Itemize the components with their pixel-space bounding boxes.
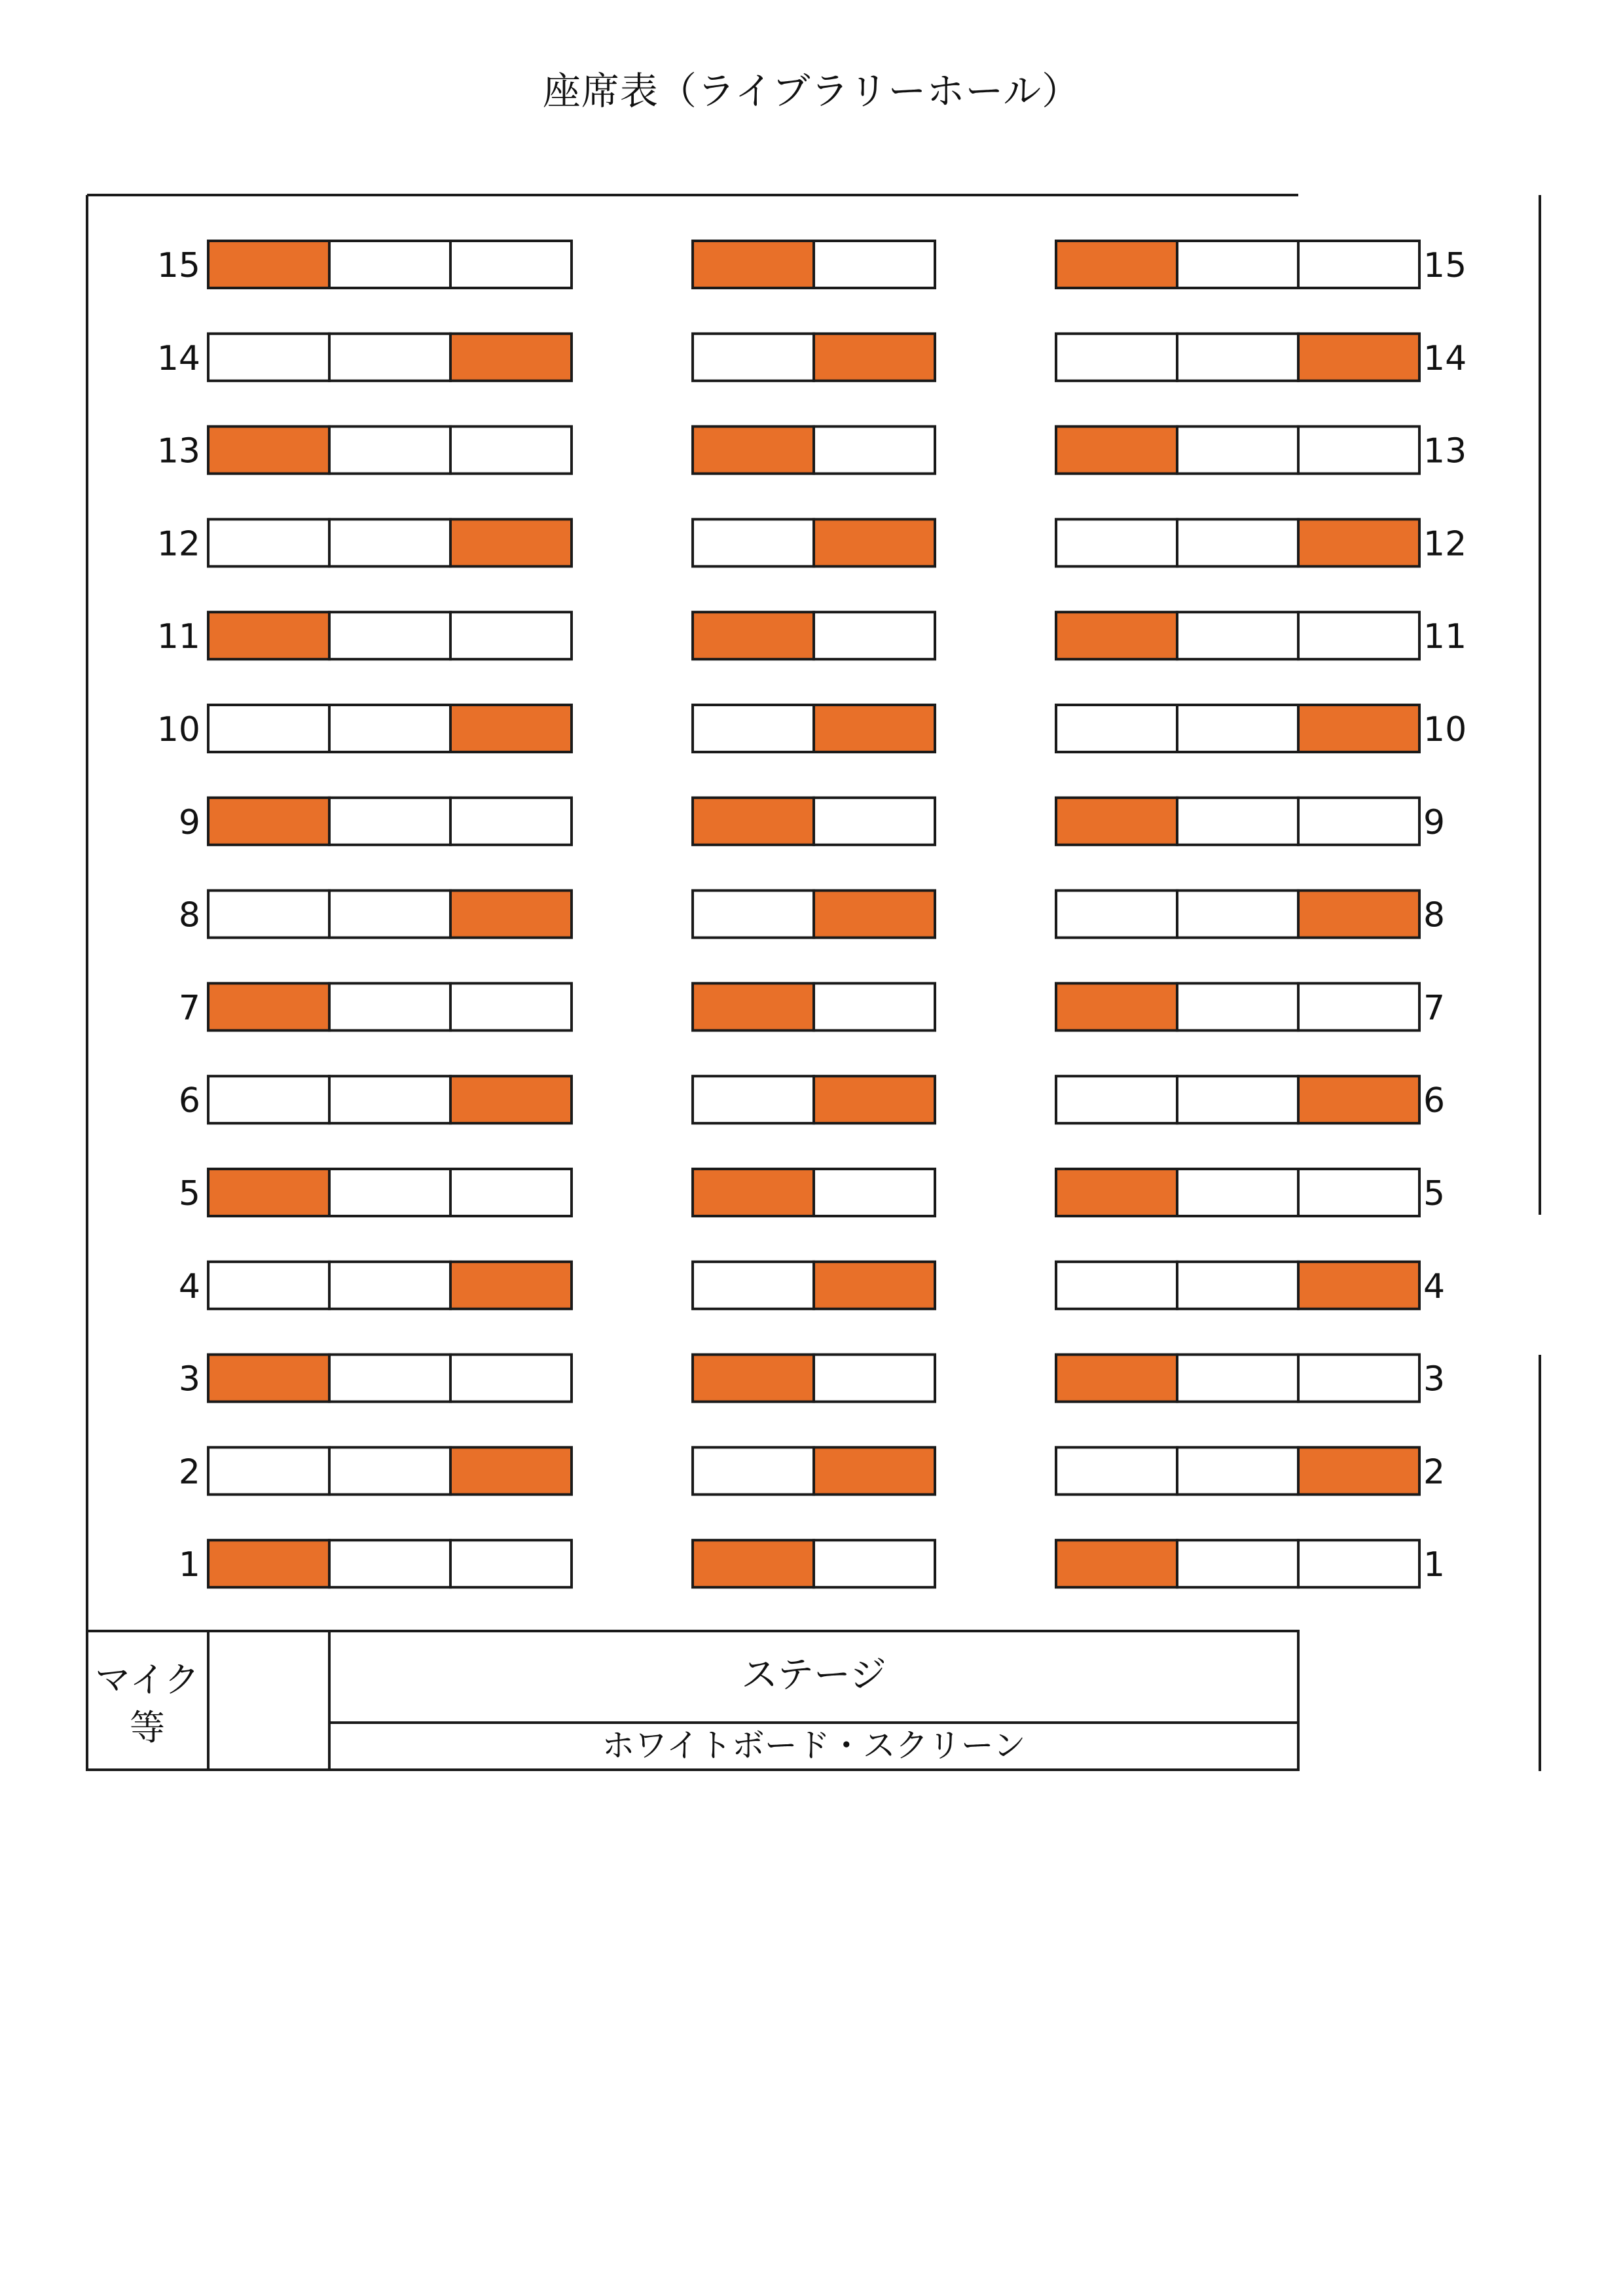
seat-row-7-left-2 bbox=[329, 983, 450, 1030]
seat-row-5-center-2 bbox=[814, 1169, 935, 1216]
seat-row-7-left-1 bbox=[208, 983, 329, 1030]
seat-row-14-left-3 bbox=[450, 334, 572, 381]
seat-row-4-right-1 bbox=[1056, 1262, 1177, 1309]
row-label-right: 15 bbox=[1423, 246, 1467, 285]
seat-row-6-left-2 bbox=[329, 1076, 450, 1123]
seat-row-5-right-1 bbox=[1056, 1169, 1177, 1216]
stage-area bbox=[87, 1631, 1298, 1770]
seat-row-5-right-3 bbox=[1298, 1169, 1419, 1216]
seat-row-3-center-2 bbox=[814, 1355, 935, 1402]
seat-row-1-left-1 bbox=[208, 1540, 329, 1587]
seat-row-9-center-1 bbox=[693, 798, 814, 845]
seat-row-2-right-3 bbox=[1298, 1447, 1419, 1494]
seat-row-6-right-1 bbox=[1056, 1076, 1177, 1123]
seat-row-10-left-1 bbox=[208, 705, 329, 752]
seat-row-7-center-2 bbox=[814, 983, 935, 1030]
seat-row-10-center-2 bbox=[814, 705, 935, 752]
row-label-right: 11 bbox=[1423, 617, 1467, 657]
seat-row-11-center-1 bbox=[693, 612, 814, 659]
seat-row-2-center-2 bbox=[814, 1447, 935, 1494]
seat-row-4-left-2 bbox=[329, 1262, 450, 1309]
seat-row-11-center-2 bbox=[814, 612, 935, 659]
seat-row-15-center-1 bbox=[693, 241, 814, 288]
seat-row-4-center-1 bbox=[693, 1262, 814, 1309]
seat-row-9-left-1 bbox=[208, 798, 329, 845]
seat-row-3-left-2 bbox=[329, 1355, 450, 1402]
seat-row-12-left-3 bbox=[450, 519, 572, 566]
row-label-right: 1 bbox=[1423, 1545, 1446, 1585]
seat-row-5-left-2 bbox=[329, 1169, 450, 1216]
row-label-right: 14 bbox=[1423, 338, 1467, 378]
row-label-left: 6 bbox=[178, 1081, 200, 1121]
seat-row-10-center-1 bbox=[693, 705, 814, 752]
seat-row-13-center-2 bbox=[814, 427, 935, 474]
seat-row-11-right-1 bbox=[1056, 612, 1177, 659]
seat-row-13-left-3 bbox=[450, 427, 572, 474]
row-label-right: 12 bbox=[1423, 524, 1467, 564]
row-label-left: 9 bbox=[178, 802, 200, 842]
seat-row-3-left-1 bbox=[208, 1355, 329, 1402]
seat-row-6-right-2 bbox=[1177, 1076, 1298, 1123]
seat-row-11-right-3 bbox=[1298, 612, 1419, 659]
seat-row-4-right-2 bbox=[1177, 1262, 1298, 1309]
seat-row-15-left-1 bbox=[208, 241, 329, 288]
seat-row-2-left-1 bbox=[208, 1447, 329, 1494]
seat-row-2-center-1 bbox=[693, 1447, 814, 1494]
row-label-left: 11 bbox=[156, 617, 200, 657]
seat-row-3-center-1 bbox=[693, 1355, 814, 1402]
seat-row-12-left-2 bbox=[329, 519, 450, 566]
seat-row-4-right-3 bbox=[1298, 1262, 1419, 1309]
seat-row-7-left-3 bbox=[450, 983, 572, 1030]
row-label-left: 3 bbox=[178, 1359, 200, 1399]
seat-row-15-left-2 bbox=[329, 241, 450, 288]
seat-row-1-right-1 bbox=[1056, 1540, 1177, 1587]
mic-label: マイク bbox=[95, 1659, 200, 1700]
seat-row-1-left-2 bbox=[329, 1540, 450, 1587]
seat-row-6-left-3 bbox=[450, 1076, 572, 1123]
seat-row-7-center-1 bbox=[693, 983, 814, 1030]
row-label-right: 3 bbox=[1423, 1359, 1446, 1399]
seat-row-13-left-2 bbox=[329, 427, 450, 474]
seat-row-11-right-2 bbox=[1177, 612, 1298, 659]
seat-row-5-center-1 bbox=[693, 1169, 814, 1216]
seat-row-12-right-1 bbox=[1056, 519, 1177, 566]
seat-row-6-left-1 bbox=[208, 1076, 329, 1123]
seat-row-4-center-2 bbox=[814, 1262, 935, 1309]
seat-row-10-right-2 bbox=[1177, 705, 1298, 752]
seat-row-2-right-2 bbox=[1177, 1447, 1298, 1494]
mic-box bbox=[87, 1631, 208, 1770]
seat-row-8-right-2 bbox=[1177, 891, 1298, 938]
seat-row-12-center-2 bbox=[814, 519, 935, 566]
seat-row-8-left-2 bbox=[329, 891, 450, 938]
seat-row-8-right-1 bbox=[1056, 891, 1177, 938]
seat-row-13-right-1 bbox=[1056, 427, 1177, 474]
seat-row-6-center-1 bbox=[693, 1076, 814, 1123]
seat-row-1-center-2 bbox=[814, 1540, 935, 1587]
seat-row-2-left-2 bbox=[329, 1447, 450, 1494]
seat-row-7-right-1 bbox=[1056, 983, 1177, 1030]
seat-row-10-right-3 bbox=[1298, 705, 1419, 752]
seat-row-15-right-2 bbox=[1177, 241, 1298, 288]
aisle-box bbox=[208, 1631, 329, 1770]
row-label-left: 4 bbox=[178, 1266, 200, 1306]
row-label-left: 15 bbox=[156, 246, 200, 285]
row-label-right: 8 bbox=[1423, 895, 1446, 935]
row-label-right: 2 bbox=[1423, 1452, 1446, 1492]
screen-label: ホワイトボード・スクリーン bbox=[602, 1727, 1026, 1765]
seat-row-10-left-2 bbox=[329, 705, 450, 752]
mic-label-2: 等 bbox=[130, 1707, 165, 1748]
seat-row-13-right-2 bbox=[1177, 427, 1298, 474]
seat-row-9-right-2 bbox=[1177, 798, 1298, 845]
seat-row-3-right-1 bbox=[1056, 1355, 1177, 1402]
row-label-left: 5 bbox=[178, 1174, 200, 1213]
seat-row-1-left-3 bbox=[450, 1540, 572, 1587]
seat-row-15-right-1 bbox=[1056, 241, 1177, 288]
seat-row-14-right-3 bbox=[1298, 334, 1419, 381]
row-label-right: 10 bbox=[1423, 710, 1467, 749]
row-label-left: 13 bbox=[156, 431, 200, 471]
seat-row-14-left-2 bbox=[329, 334, 450, 381]
row-label-left: 7 bbox=[178, 988, 200, 1028]
seat-row-1-right-3 bbox=[1298, 1540, 1419, 1587]
seat-row-3-left-3 bbox=[450, 1355, 572, 1402]
seat-row-12-right-2 bbox=[1177, 519, 1298, 566]
row-label-right: 9 bbox=[1423, 802, 1446, 842]
row-label-right: 5 bbox=[1423, 1174, 1446, 1213]
seat-row-14-right-2 bbox=[1177, 334, 1298, 381]
seat-row-9-right-1 bbox=[1056, 798, 1177, 845]
page-title: 座席表（ライブラリーホール） bbox=[542, 69, 1081, 113]
row-label-left: 2 bbox=[178, 1452, 200, 1492]
seat-row-14-left-1 bbox=[208, 334, 329, 381]
seat-row-15-center-2 bbox=[814, 241, 935, 288]
stage-label: ステージ bbox=[741, 1654, 886, 1696]
seat-row-15-left-3 bbox=[450, 241, 572, 288]
seat-row-14-right-1 bbox=[1056, 334, 1177, 381]
seat-row-5-left-1 bbox=[208, 1169, 329, 1216]
seat-row-7-right-2 bbox=[1177, 983, 1298, 1030]
row-label-left: 8 bbox=[178, 895, 200, 935]
seat-row-7-right-3 bbox=[1298, 983, 1419, 1030]
seat-row-15-right-3 bbox=[1298, 241, 1419, 288]
row-label-right: 7 bbox=[1423, 988, 1446, 1028]
seat-row-8-left-1 bbox=[208, 891, 329, 938]
seat-row-3-right-2 bbox=[1177, 1355, 1298, 1402]
seat-row-1-center-1 bbox=[693, 1540, 814, 1587]
seat-row-8-center-2 bbox=[814, 891, 935, 938]
seat-row-11-left-3 bbox=[450, 612, 572, 659]
seat-row-5-left-3 bbox=[450, 1169, 572, 1216]
row-label-right: 13 bbox=[1423, 431, 1467, 471]
seat-row-6-center-2 bbox=[814, 1076, 935, 1123]
row-label-right: 4 bbox=[1423, 1266, 1446, 1306]
seat-row-11-left-2 bbox=[329, 612, 450, 659]
seat-row-8-right-3 bbox=[1298, 891, 1419, 938]
seat-row-9-right-3 bbox=[1298, 798, 1419, 845]
seat-row-13-center-1 bbox=[693, 427, 814, 474]
seat-row-10-right-1 bbox=[1056, 705, 1177, 752]
seat-row-1-right-2 bbox=[1177, 1540, 1298, 1587]
row-label-right: 6 bbox=[1423, 1081, 1446, 1121]
seat-row-8-left-3 bbox=[450, 891, 572, 938]
seat-row-11-left-1 bbox=[208, 612, 329, 659]
seat-row-12-right-3 bbox=[1298, 519, 1419, 566]
seat-row-6-right-3 bbox=[1298, 1076, 1419, 1123]
seat-rows bbox=[157, 241, 1467, 1587]
row-label-left: 12 bbox=[156, 524, 200, 564]
seat-row-14-center-1 bbox=[693, 334, 814, 381]
seat-row-2-left-3 bbox=[450, 1447, 572, 1494]
seat-row-9-center-2 bbox=[814, 798, 935, 845]
seat-row-13-left-1 bbox=[208, 427, 329, 474]
seat-row-4-left-1 bbox=[208, 1262, 329, 1309]
seat-row-10-left-3 bbox=[450, 705, 572, 752]
seat-row-9-left-3 bbox=[450, 798, 572, 845]
seat-row-9-left-2 bbox=[329, 798, 450, 845]
seat-row-3-right-3 bbox=[1298, 1355, 1419, 1402]
seat-row-8-center-1 bbox=[693, 891, 814, 938]
seat-row-13-right-3 bbox=[1298, 427, 1419, 474]
row-label-left: 10 bbox=[156, 710, 200, 749]
seat-row-12-left-1 bbox=[208, 519, 329, 566]
seat-row-2-right-1 bbox=[1056, 1447, 1177, 1494]
seat-row-12-center-1 bbox=[693, 519, 814, 566]
seat-row-5-right-2 bbox=[1177, 1169, 1298, 1216]
row-label-left: 14 bbox=[156, 338, 200, 378]
seat-row-14-center-2 bbox=[814, 334, 935, 381]
seat-row-4-left-3 bbox=[450, 1262, 572, 1309]
row-label-left: 1 bbox=[178, 1545, 200, 1585]
